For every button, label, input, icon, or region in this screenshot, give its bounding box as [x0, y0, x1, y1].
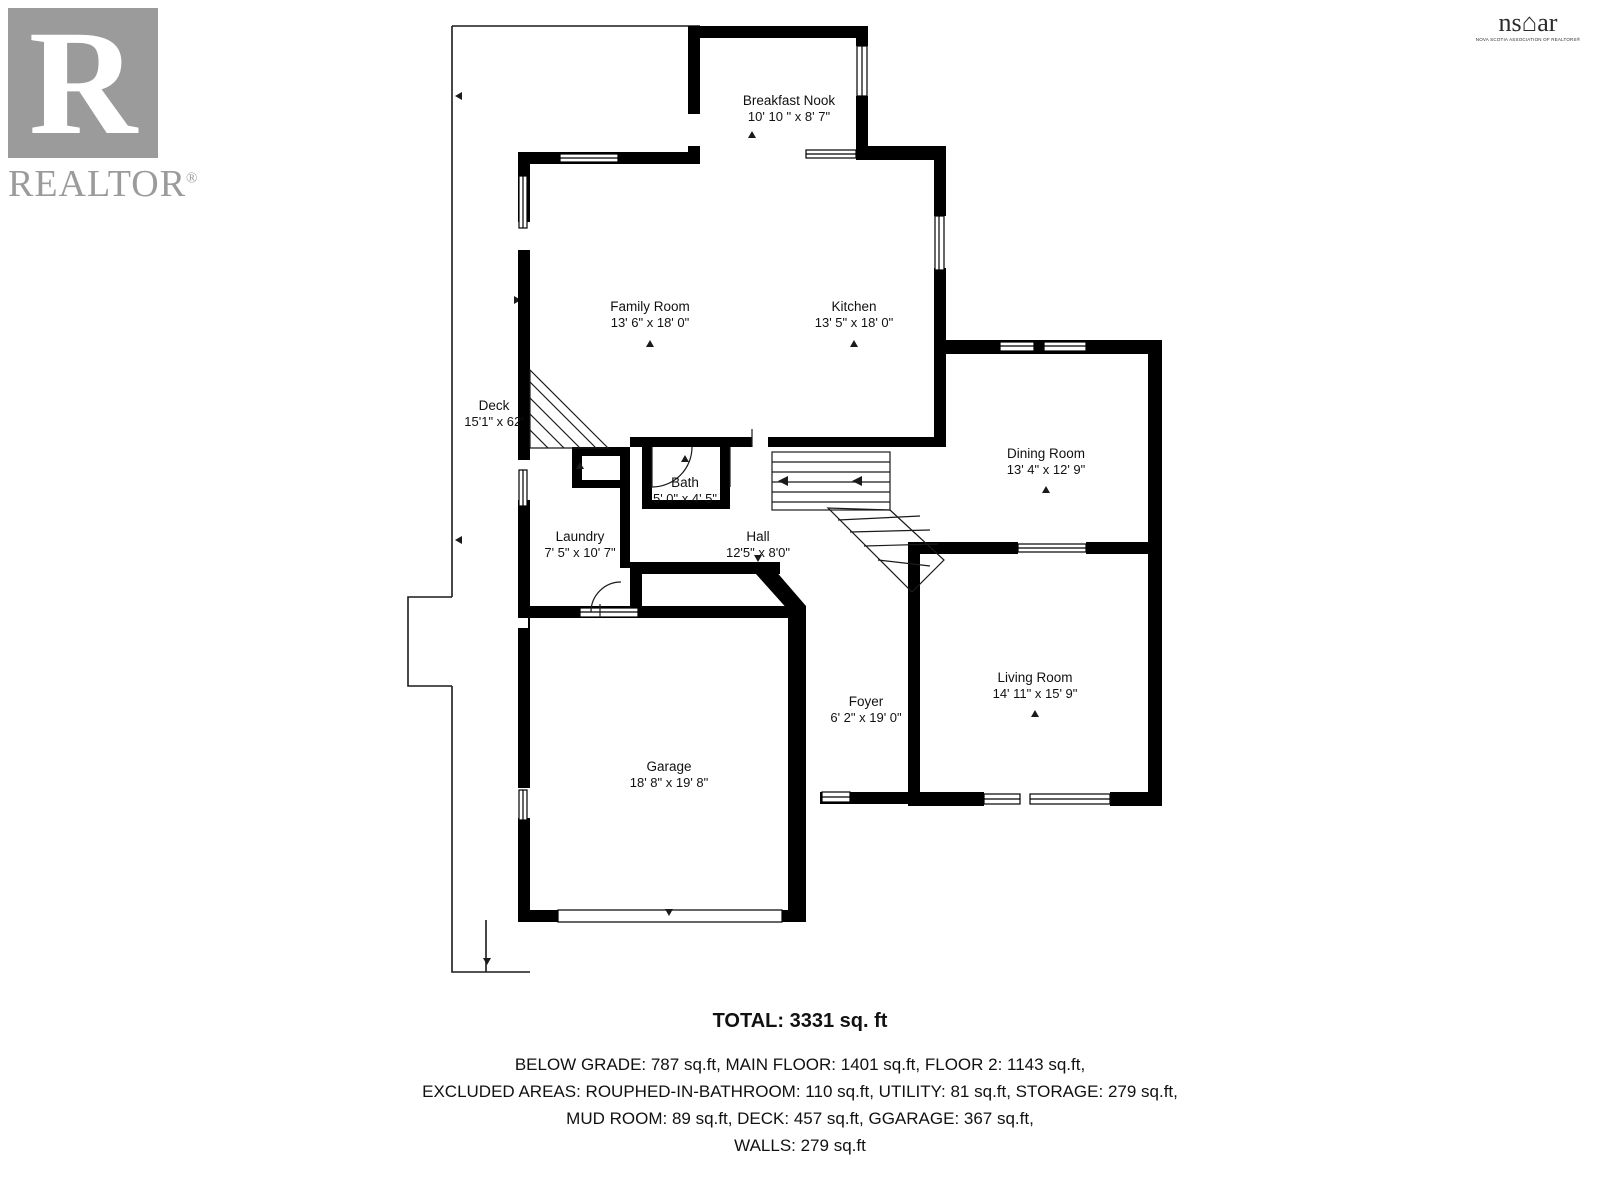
room-dimensions: 14' 11" x 15' 9" — [992, 686, 1078, 701]
nsar-wordmark: ns⌂ar — [1498, 8, 1558, 37]
room-name: Laundry — [555, 529, 605, 544]
realtor-word-text: REALTOR — [8, 163, 187, 205]
room-name: Hall — [746, 529, 770, 544]
area-breakdown-line: BELOW GRADE: 787 sq.ft, MAIN FLOOR: 1401 sq.ft, FLOOR 2: 1143 sq.ft, — [514, 1055, 1086, 1074]
room-label-bath — [653, 475, 717, 507]
room-label-kitchen — [815, 299, 894, 331]
realtor-registered-mark: ® — [186, 170, 199, 187]
room-dimensions: 13' 5" x 18' 0" — [814, 315, 894, 330]
realtor-wordmark — [8, 162, 198, 206]
room-name: Foyer — [848, 694, 884, 709]
room-dimensions: 13' 4" x 12' 9" — [1006, 462, 1086, 477]
room-name: Breakfast Nook — [742, 93, 836, 108]
room-name: Deck — [478, 398, 510, 413]
room-dimensions: 15'1" x 62' — [464, 414, 524, 429]
deck-dimension-ticks — [455, 92, 524, 965]
room-label-laundry — [544, 529, 615, 561]
area-breakdown — [0, 1051, 1600, 1159]
room-name: Living Room — [997, 670, 1073, 685]
nsar-logo — [1468, 10, 1588, 43]
room-dimensions: 18' 8" x 19' 8" — [629, 775, 709, 790]
area-summary — [0, 1010, 1600, 1159]
room-dimensions: 5' 0" x 4' 5" — [652, 491, 718, 506]
room-name: Garage — [646, 759, 692, 774]
room-label-garage — [630, 759, 709, 791]
room-name: Family Room — [610, 299, 690, 314]
room-label-deck — [464, 398, 523, 430]
realtor-logo — [8, 0, 199, 213]
nsar-subtitle: NOVA SCOTIA ASSOCIATION OF REALTORS® — [1475, 37, 1581, 42]
room-dimensions: 13' 6" x 18' 0" — [610, 315, 690, 330]
room-dimensions: 12'5" x 8'0" — [725, 545, 791, 560]
realtor-letter: R — [28, 0, 138, 166]
room-label-living-room — [993, 670, 1078, 702]
room-label-dining-room — [1007, 446, 1086, 478]
realtor-mark-icon — [8, 0, 158, 166]
room-name: Dining Room — [1006, 446, 1086, 461]
room-label-hall — [726, 529, 790, 561]
room-name: Kitchen — [831, 299, 877, 314]
room-label-foyer — [830, 694, 901, 726]
room-name: Bath — [671, 475, 699, 490]
area-breakdown-line: EXCLUDED AREAS: ROUPHED-IN-BATHROOM: 110 sq.ft, UTILITY: 81 sq.ft, STORAGE: 279 sq.ft, — [422, 1082, 1178, 1101]
room-label-family-room — [610, 299, 690, 331]
area-breakdown-line: WALLS: 279 sq.ft — [734, 1136, 866, 1155]
room-label-breakfast-nook — [743, 93, 835, 125]
room-dimensions: 6' 2" x 19' 0" — [830, 710, 902, 725]
total-area: TOTAL: 3331 sq. ft — [712, 1010, 888, 1032]
area-breakdown-line: MUD ROOM: 89 sq.ft, DECK: 457 sq.ft, GGARAGE: 367 sq.ft, — [566, 1109, 1034, 1128]
room-dimensions: 10' 10 " x 8' 7" — [747, 109, 831, 124]
room-dimensions: 7' 5" x 10' 7" — [544, 545, 616, 560]
